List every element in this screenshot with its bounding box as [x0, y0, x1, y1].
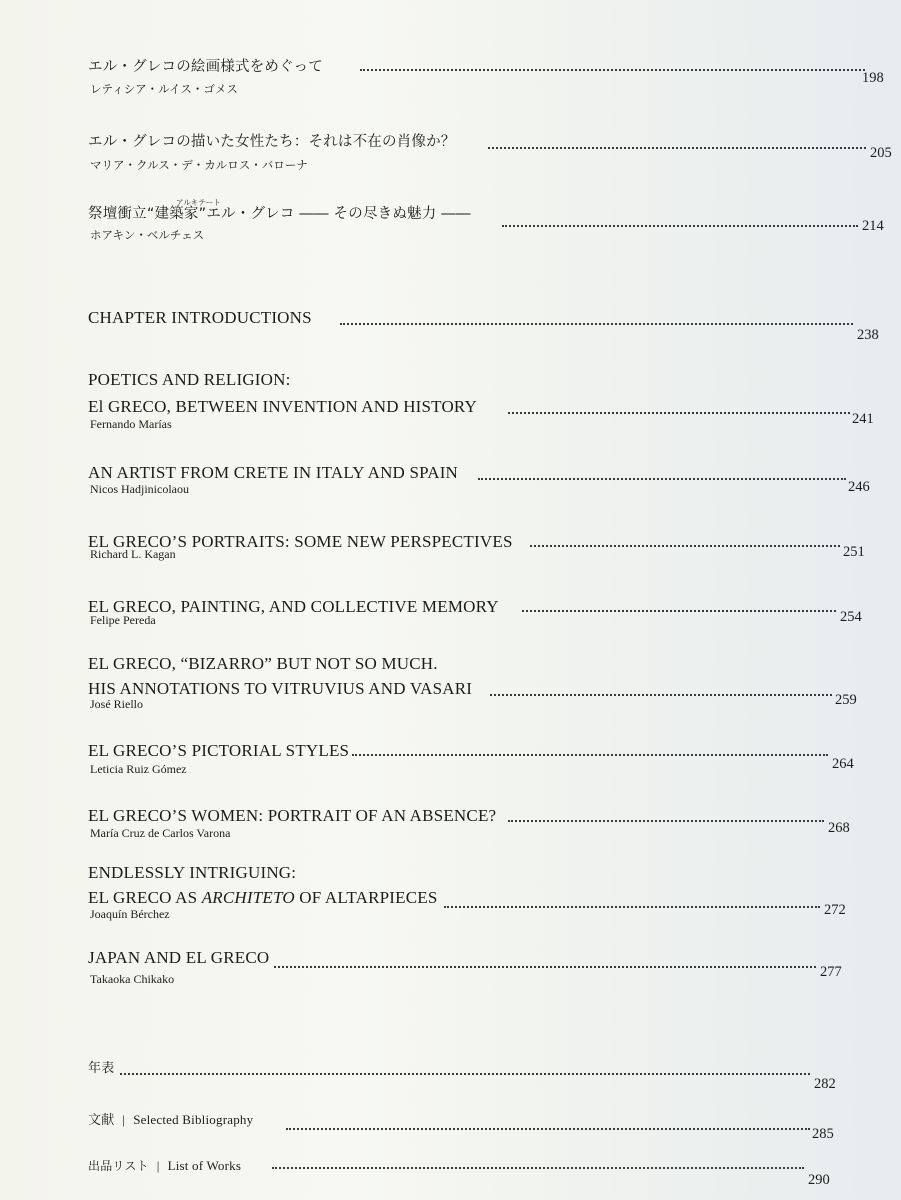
page-number: 241: [852, 411, 874, 427]
dot-leader: [340, 323, 853, 325]
page-number: 198: [862, 70, 884, 86]
entry-author: Nicos Hadjinicolaou: [90, 482, 189, 496]
entry-author: マリア・クルス・デ・カルロス・バローナ: [90, 158, 308, 172]
separator: |: [156, 1158, 160, 1173]
entry-author: Takaoka Chikako: [90, 972, 175, 986]
dot-leader: [530, 545, 840, 547]
entry-title: 年表: [88, 1061, 115, 1076]
dot-leader: [490, 694, 832, 696]
entry-author: Leticia Ruiz Gómez: [90, 762, 187, 776]
page-number: 268: [828, 820, 850, 836]
page-number: 282: [814, 1076, 836, 1092]
entry-title-line2: HIS ANNOTATIONS TO VITRUVIUS AND VASARI: [88, 679, 473, 698]
page-number: 264: [832, 756, 854, 772]
dot-leader: [360, 69, 865, 71]
dot-leader: [508, 412, 850, 414]
separator: |: [122, 1112, 126, 1127]
page-number: 238: [857, 327, 879, 343]
entry-author: Fernando Marías: [90, 417, 172, 431]
entry-title-line1: AN ARTIST FROM CRETE IN ITALY AND SPAIN: [88, 463, 459, 482]
entry-title-line1: EL GRECO, “BIZARRO” BUT NOT SO MUCH.: [88, 654, 438, 673]
entry-author: ホアキン・ベルチェス: [90, 228, 205, 242]
dot-leader: [508, 820, 824, 822]
page-number: 246: [848, 479, 870, 495]
page-number: 290: [808, 1172, 830, 1188]
page-number: 214: [862, 218, 884, 234]
entry-author: Joaquín Bérchez: [90, 907, 170, 921]
entry-title-line1: EL GRECO’S PICTORIAL STYLES: [88, 741, 350, 760]
entry-title-line2-post: OF ALTARPIECES: [294, 888, 438, 907]
dot-leader: [286, 1128, 810, 1130]
page-number: 272: [824, 902, 846, 918]
entry-title-jp: 文献: [88, 1113, 115, 1128]
entry-author: José Riello: [90, 697, 143, 711]
entry-title-italic: ARCHITETO: [201, 888, 295, 907]
entry-title-line2: [88, 888, 438, 908]
page-number: 285: [812, 1126, 834, 1142]
page-number: 251: [843, 544, 865, 560]
dot-leader: [272, 1167, 804, 1169]
entry-author: Richard L. Kagan: [90, 547, 176, 561]
ruby-annotation: アルキテート: [176, 198, 221, 207]
entry-title-en: List of Works: [167, 1158, 242, 1173]
entry-title-pre: 祭壇衝立: [88, 206, 147, 222]
entry-author: レティシア・ルイス・ゴメス: [90, 82, 238, 96]
entry-title-en: Selected Bibliography: [133, 1112, 254, 1127]
page-number: 205: [870, 145, 892, 161]
entry-title: [88, 1156, 241, 1176]
entry-title-line2: El GRECO, BETWEEN INVENTION AND HISTORY: [88, 397, 478, 416]
entry-title-line1: JAPAN AND EL GRECO: [88, 948, 270, 967]
entry-title: エル・グレコの描いた女性たち：それは不在の肖像か？: [88, 134, 456, 150]
dot-leader: [444, 906, 820, 908]
dot-leader: [502, 225, 858, 227]
entry-author: María Cruz de Carlos Varona: [90, 826, 231, 840]
entry-title-line1: POETICS AND RELIGION:: [88, 370, 291, 389]
entry-title-line1: ENDLESSLY INTRIGUING:: [88, 863, 297, 882]
dot-leader: [352, 754, 828, 756]
entry-title-line1: EL GRECO, PAINTING, AND COLLECTIVE MEMORY: [88, 597, 499, 616]
entry-title: [88, 204, 471, 224]
entry-author: Felipe Pereda: [90, 613, 156, 627]
entry-title-line1: EL GRECO’S WOMEN: PORTRAIT OF AN ABSENCE?: [88, 806, 497, 825]
entry-title-jp: 出品リスト: [88, 1159, 149, 1173]
entry-title: [88, 1110, 253, 1131]
page-number: 259: [835, 692, 857, 708]
entry-title-line2-pre: EL GRECO AS: [88, 888, 202, 907]
page-number: 254: [840, 609, 862, 625]
dot-leader: [120, 1073, 810, 1075]
dot-leader: [522, 610, 836, 612]
entry-title-post: エル・グレコ ―― その尽きぬ魅力 ――: [206, 206, 471, 222]
page-number: 277: [820, 964, 842, 980]
dot-leader: [488, 147, 866, 149]
dot-leader: [274, 966, 816, 968]
entry-title-quoted: “建築家”: [146, 206, 207, 222]
entry-title: エル・グレコの絵画様式をめぐって: [88, 59, 323, 75]
dot-leader: [478, 478, 846, 480]
entry-title-line1: EL GRECO’S PORTRAITS: SOME NEW PERSPECTIVES: [88, 532, 513, 551]
entry-title: CHAPTER INTRODUCTIONS: [88, 308, 312, 327]
